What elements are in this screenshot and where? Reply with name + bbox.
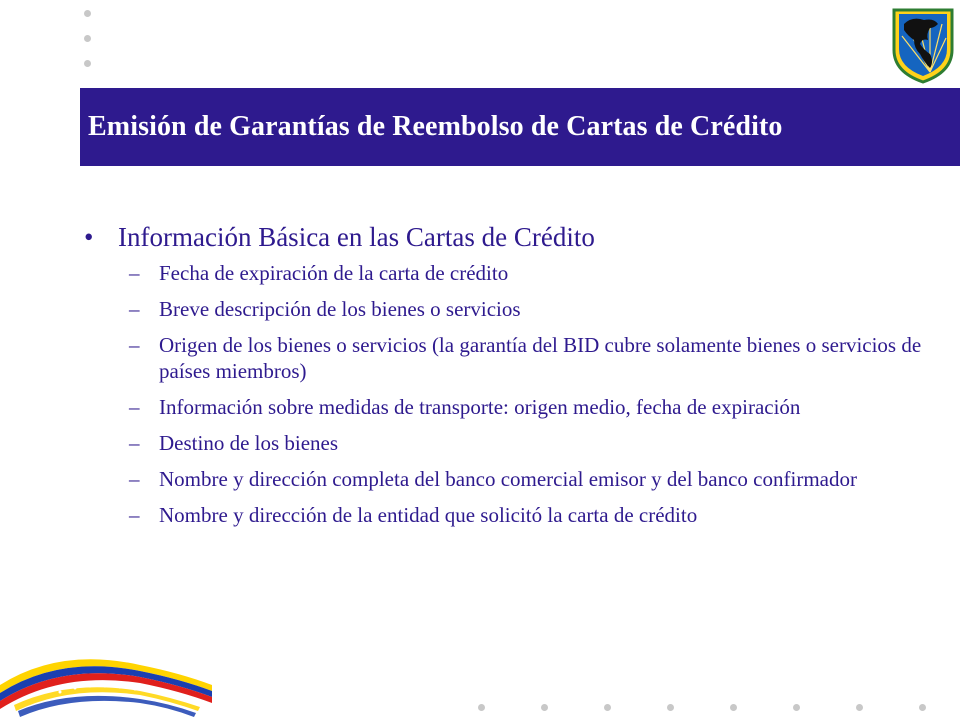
sub-bullet-item bbox=[84, 394, 944, 420]
dot bbox=[84, 60, 91, 67]
sub-bullet-text: Destino de los bienes bbox=[159, 431, 339, 455]
dash-marker: – bbox=[129, 297, 140, 321]
title-bar bbox=[80, 88, 960, 166]
dot bbox=[478, 704, 485, 711]
dot bbox=[793, 704, 800, 711]
americas-emblem-icon bbox=[890, 6, 956, 84]
main-bullet-text: Información Básica en las Cartas de Crédito bbox=[118, 222, 595, 252]
sub-bullet-item bbox=[84, 332, 944, 384]
sub-bullet-list bbox=[84, 260, 944, 528]
sub-bullet-item bbox=[84, 296, 944, 322]
dash-marker: – bbox=[129, 503, 140, 527]
flag-ribbon-icon bbox=[0, 645, 215, 720]
dot bbox=[856, 704, 863, 711]
dot bbox=[84, 35, 91, 42]
sub-bullet-item bbox=[84, 430, 944, 456]
dot bbox=[541, 704, 548, 711]
dash-marker: – bbox=[129, 467, 140, 491]
dash-marker: – bbox=[129, 395, 140, 419]
sub-bullet-text: Origen de los bienes o servicios (la garantía del BID cubre solamente bienes o servicios de países miembros) bbox=[159, 333, 922, 383]
slide-title: Emisión de Garantías de Reembolso de Cartas de Crédito bbox=[88, 111, 783, 142]
sub-bullet-item bbox=[84, 502, 944, 528]
slide-content bbox=[84, 220, 944, 538]
sub-bullet-text: Fecha de expiración de la carta de crédito bbox=[159, 261, 509, 285]
dot bbox=[919, 704, 926, 711]
decorative-dots-vertical bbox=[84, 10, 96, 70]
sub-bullet-text: Nombre y dirección de la entidad que solicitó la carta de crédito bbox=[159, 503, 698, 527]
dot bbox=[84, 10, 91, 17]
dot bbox=[604, 704, 611, 711]
sub-bullet-item bbox=[84, 260, 944, 286]
dot bbox=[667, 704, 674, 711]
main-bullet bbox=[84, 220, 944, 254]
bullet-marker: • bbox=[84, 222, 94, 252]
sub-bullet-item bbox=[84, 466, 944, 492]
dot bbox=[730, 704, 737, 711]
dash-marker: – bbox=[129, 333, 140, 357]
dash-marker: – bbox=[129, 261, 140, 285]
sub-bullet-text: Nombre y dirección completa del banco comercial emisor y del banco confirmador bbox=[159, 467, 857, 491]
decorative-dots-bottom bbox=[470, 704, 950, 714]
sub-bullet-text: Información sobre medidas de transporte: origen medio, fecha de expiración bbox=[159, 395, 801, 419]
sub-bullet-text: Breve descripción de los bienes o servicios bbox=[159, 297, 521, 321]
dash-marker: – bbox=[129, 431, 140, 455]
